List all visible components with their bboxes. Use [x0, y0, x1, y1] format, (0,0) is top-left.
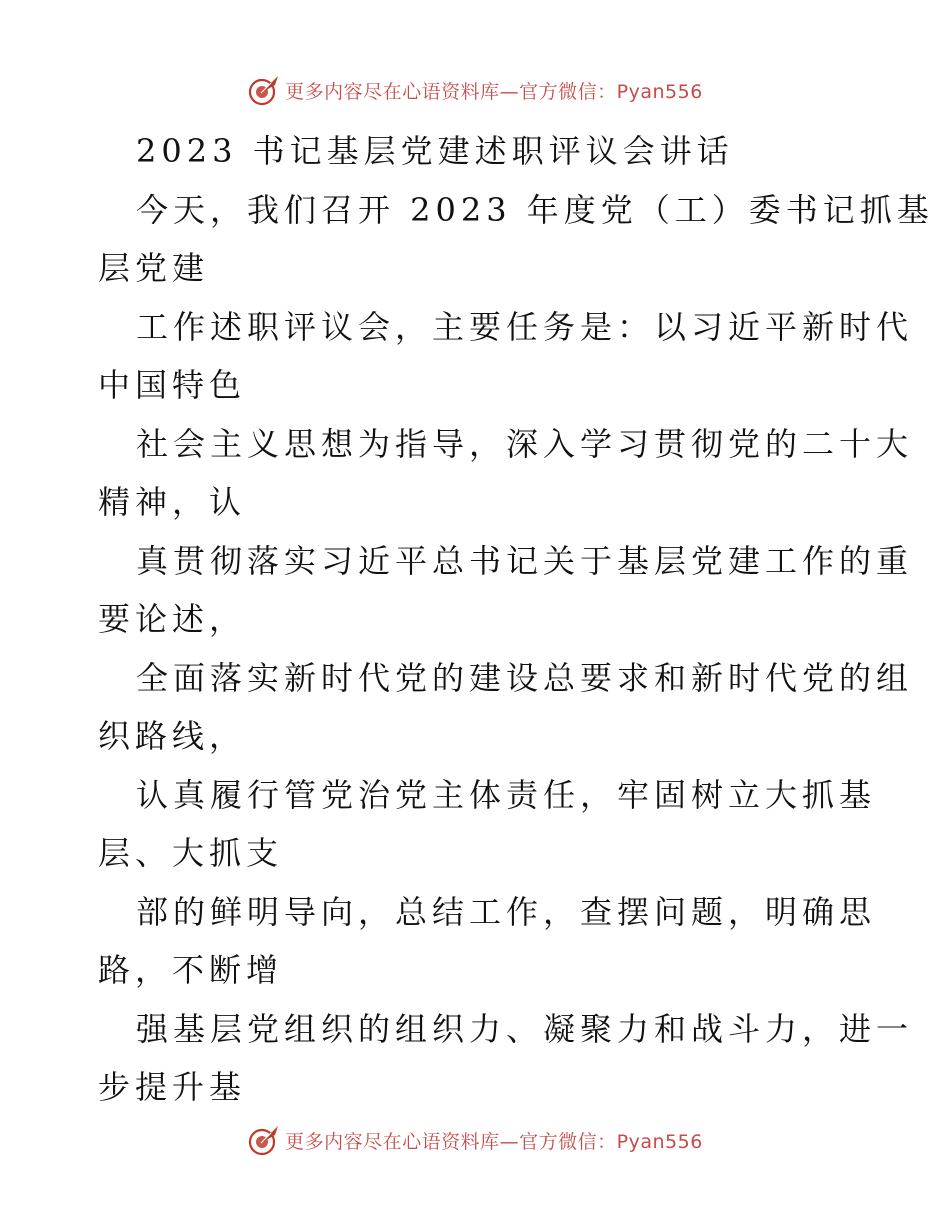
document-body [98, 122, 934, 1117]
header-banner-text: 更多内容尽在心语资料库—官方微信：Pyan556 [285, 80, 703, 103]
text-line: 社会主义思想为指导，深入学习贯彻党的二十大 [136, 424, 914, 463]
text-line: 步提升基 [98, 1068, 247, 1106]
quill-seal-icon [247, 73, 281, 107]
text-line: 今天，我们召开 2023 年度党（工）委书记抓基 [136, 190, 934, 229]
header-watermark-banner [0, 70, 950, 110]
text-line: 织路线， [98, 717, 247, 755]
text-line: 强基层党组织的组织力、凝聚力和战斗力，进一 [136, 1009, 914, 1048]
text-line: 层党建 [98, 249, 210, 287]
text-line: 认真履行管党治党主体责任，牢固树立大抓基 [136, 775, 877, 814]
text-line: 部的鲜明导向，总结工作，查摆问题，明确思 [136, 892, 877, 931]
footer-banner-text: 更多内容尽在心语资料库—官方微信：Pyan556 [285, 1130, 703, 1153]
text-line: 层、大抓支 [98, 834, 284, 872]
text-line: 2023 书记基层党建述职评议会讲话 [136, 132, 734, 170]
text-line: 要论述， [98, 600, 247, 638]
text-line: 路，不断增 [98, 951, 284, 989]
text-line: 真贯彻落实习近平总书记关于基层党建工作的重 [136, 541, 914, 580]
footer-watermark-banner [0, 1120, 950, 1160]
text-line: 中国特色 [98, 366, 247, 404]
text-line: 工作述职评议会，主要任务是：以习近平新时代 [136, 307, 914, 346]
text-line: 全面落实新时代党的建设总要求和新时代党的组 [136, 658, 914, 697]
quill-seal-icon [247, 1123, 281, 1157]
text-line: 精神，认 [98, 483, 247, 521]
